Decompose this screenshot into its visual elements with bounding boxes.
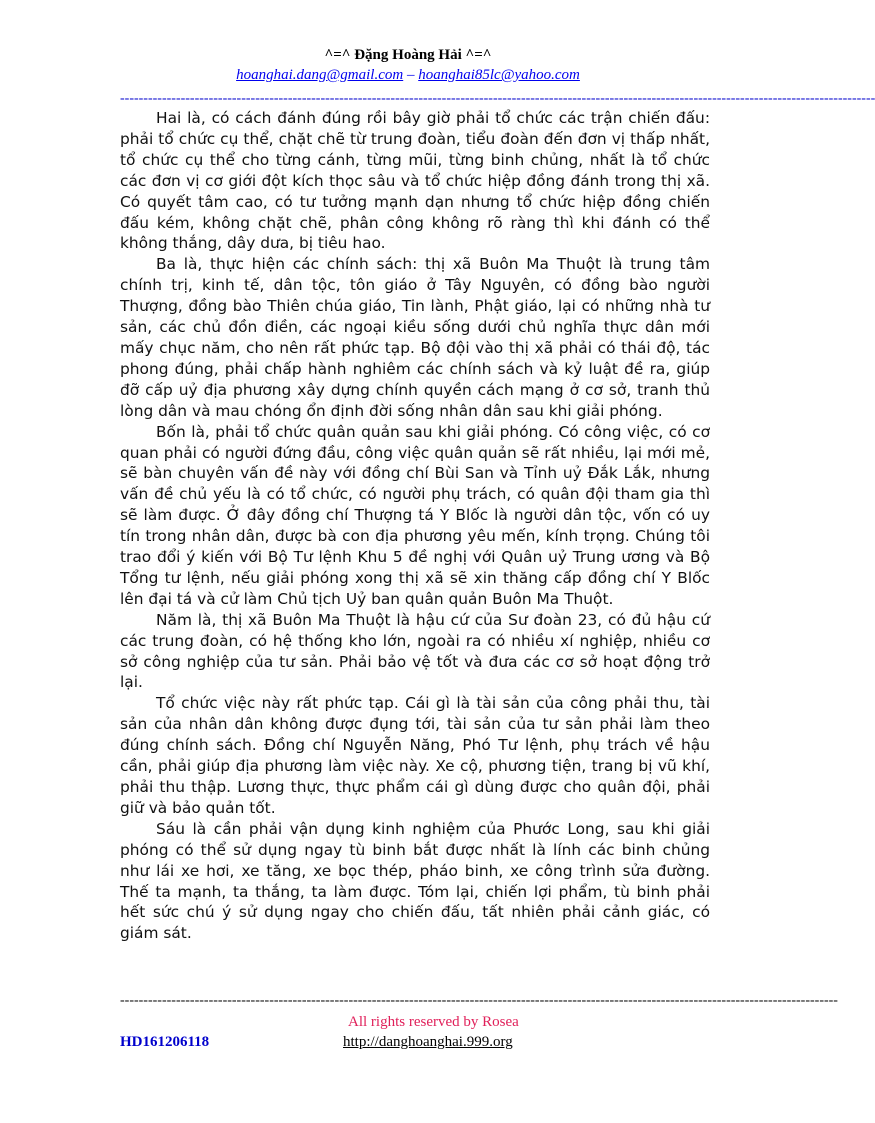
email-separator: –: [403, 67, 419, 83]
paragraph: Bốn là, phải tổ chức quân quản sau khi giải phóng. Có công việc, có cơ quan phải có người đứng đầu, công việc quân quản sẽ rất nhiều, lại mới mẻ, sẽ bàn chuyên vấn đề này với đồng chí Bùi San và Tỉnh uỷ Đắk Lắk, nhưng vấn đề chủ yếu là có tổ chức, có người phụ trách, có quân đội tham gia thì sẽ làm được. Ở đây đồng chí Thượng tá Y Blốc là người dân tộc, vốn có uy tín trong nhân dân, được bà con địa phương yêu mến, kính trọng. Chúng tôi trao đổi ý kiến với Bộ Tư lệnh Khu 5 đề nghị với Quân uỷ Trung ương và Bộ Tổng tư lệnh, nếu giải phóng xong thị xã sẽ xin thăng cấp đồng chí Y Blốc lên đại tá và cử làm Chủ tịch Uỷ ban quân quản Buôn Ma Thuột.: [120, 422, 710, 608]
header-divider: ------------------------------------------------------------------------------------------------------------------------------------------------------------------: [120, 91, 875, 106]
paragraph: Sáu là cần phải vận dụng kinh nghiệm của Phước Long, sau khi giải phóng có thể sử dụng ngay tù binh bắt được nhất là lính các binh chủng như lái xe hơi, xe tăng, xe bọc thép, pháo binh, xe công trình sửa đường. Thế ta mạnh, ta thắng, ta làm được. Tóm lại, chiến lợi phẩm, tù binh phải hết sức chú ý sử dụng ngay cho chiến đấu, tất nhiên phải cảnh giác, có giám sát.: [120, 819, 710, 943]
yahoo-link[interactable]: hoanghai85lc@yahoo.com: [418, 67, 580, 83]
rights-notice: All rights reserved by Rosea: [348, 1014, 519, 1030]
paragraph: Ba là, thực hiện các chính sách: thị xã Buôn Ma Thuột là trung tâm chính trị, kinh tế, dân tộc, tôn giáo ở Tây Nguyên, có đồng bào người Thượng, đồng bào Thiên chúa giáo, Tin lành, Phật giáo, lại có những nhà tư sản, các chủ đồn điền, các ngoại kiều sống dưới chủ nghĩa thực dân mới mấy chục năm, cho nên rất phức tạp. Bộ đội vào thị xã phải có thái độ, tác phong đúng, phải chấp hành nghiêm các chính sách và kỷ luật đề ra, giúp đỡ cấp uỷ địa phương xây dựng chính quyền cách mạng ở cơ sở, tranh thủ lòng dân và mau chóng ổn định đời sống nhân dân sau khi giải phóng.: [120, 255, 710, 420]
website-link[interactable]: http://danghoanghai.999.org: [343, 1034, 513, 1050]
paragraph: Năm là, thị xã Buôn Ma Thuột là hậu cứ của Sư đoàn 23, có đủ hậu cứ các trung đoàn, có hệ thống kho lớn, ngoài ra có nhiều xí nghiệp, nhiều cơ sở công nghiệp của tư sản. Phải bảo vệ tốt và đưa các cơ sở hoạt động trở lại.: [120, 610, 710, 692]
paragraph: Tổ chức việc này rất phức tạp. Cái gì là tài sản của công phải thu, tài sản của nhân dân không được đụng tới, tài sản của tư sản phải làm theo đúng chính sách. Đồng chí Nguyễn Năng, Phó Tư lệnh, phụ trách về hậu cần, phải giúp địa phương làm việc này. Xe cộ, phương tiện, trang bị vũ khí, phải thu thập. Lương thực, thực phẩm cái gì dùng được cho quân đội, phải giữ và bảo quản tốt.: [120, 694, 710, 817]
email-line: [0, 65, 816, 85]
author-name: ^=^ Đặng Hoàng Hải ^=^: [324, 47, 492, 63]
footer-divider: ----------------------------------------------------------------------------------------------------------------------------------------------------------: [120, 993, 838, 1008]
document-id: HD161206118: [120, 1034, 210, 1050]
paragraph: Hai là, có cách đánh đúng rồi bây giờ phải tổ chức các trận chiến đấu: phải tổ chức cụ thể, chặt chẽ từ trung đoàn, tiểu đoàn đến đơn vị thấp nhất, tổ chức cụ thể cho từng cánh, từng mũi, từng binh chủng, nhất là tổ chức các đơn vị cơ giới đột kích thọc sâu và tổ chức hiệp đồng đánh trong thị xã. Có quyết tâm cao, có tư tưởng mạnh dạn nhưng tổ chức hiệp đồng chiến đấu kém, không chặt chẽ, phân công không rõ ràng thì khi đánh có thể không thắng, dây dưa, bị tiêu hao.: [120, 109, 710, 253]
gmail-link[interactable]: hoanghai.dang@gmail.com: [236, 67, 404, 83]
page-header: [0, 46, 816, 85]
body-text: [120, 108, 710, 944]
